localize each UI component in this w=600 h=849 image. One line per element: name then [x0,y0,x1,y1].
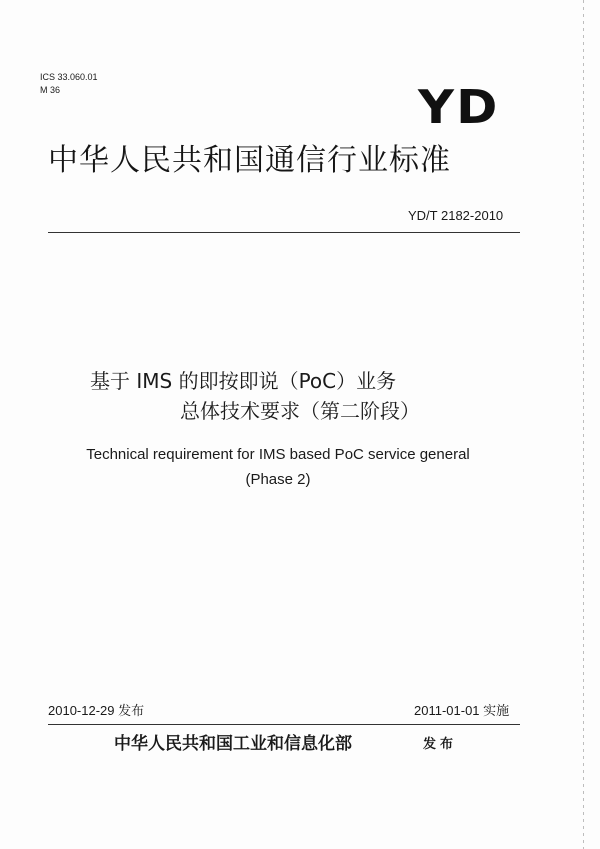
document-title-en-line2: (Phase 2) [245,471,311,488]
document-title-cn-line1: 基于 IMS 的即按即说（PoC）业务 [90,369,397,393]
ics-code: ICS 33.060.01 [40,72,98,82]
classification-code: M 36 [40,85,61,95]
standard-category-title: 中华人民共和国通信行业标准 [48,143,451,178]
yd-logo: YD [418,80,500,134]
footer-divider [48,724,520,725]
header-divider [48,232,520,233]
publish-label: 发布 [423,737,458,752]
publisher-name: 中华人民共和国工业和信息化部 [114,734,352,754]
issue-date: 2010-12-29 发布 [48,703,145,718]
document-title-cn-line2: 总体技术要求（第二阶段） [180,399,420,423]
document-title-en-line1: Technical requirement for IMS based PoC service general [86,446,470,463]
implementation-date: 2011-01-01 实施 [414,703,510,718]
standard-number: YD/T 2182-2010 [408,208,504,223]
